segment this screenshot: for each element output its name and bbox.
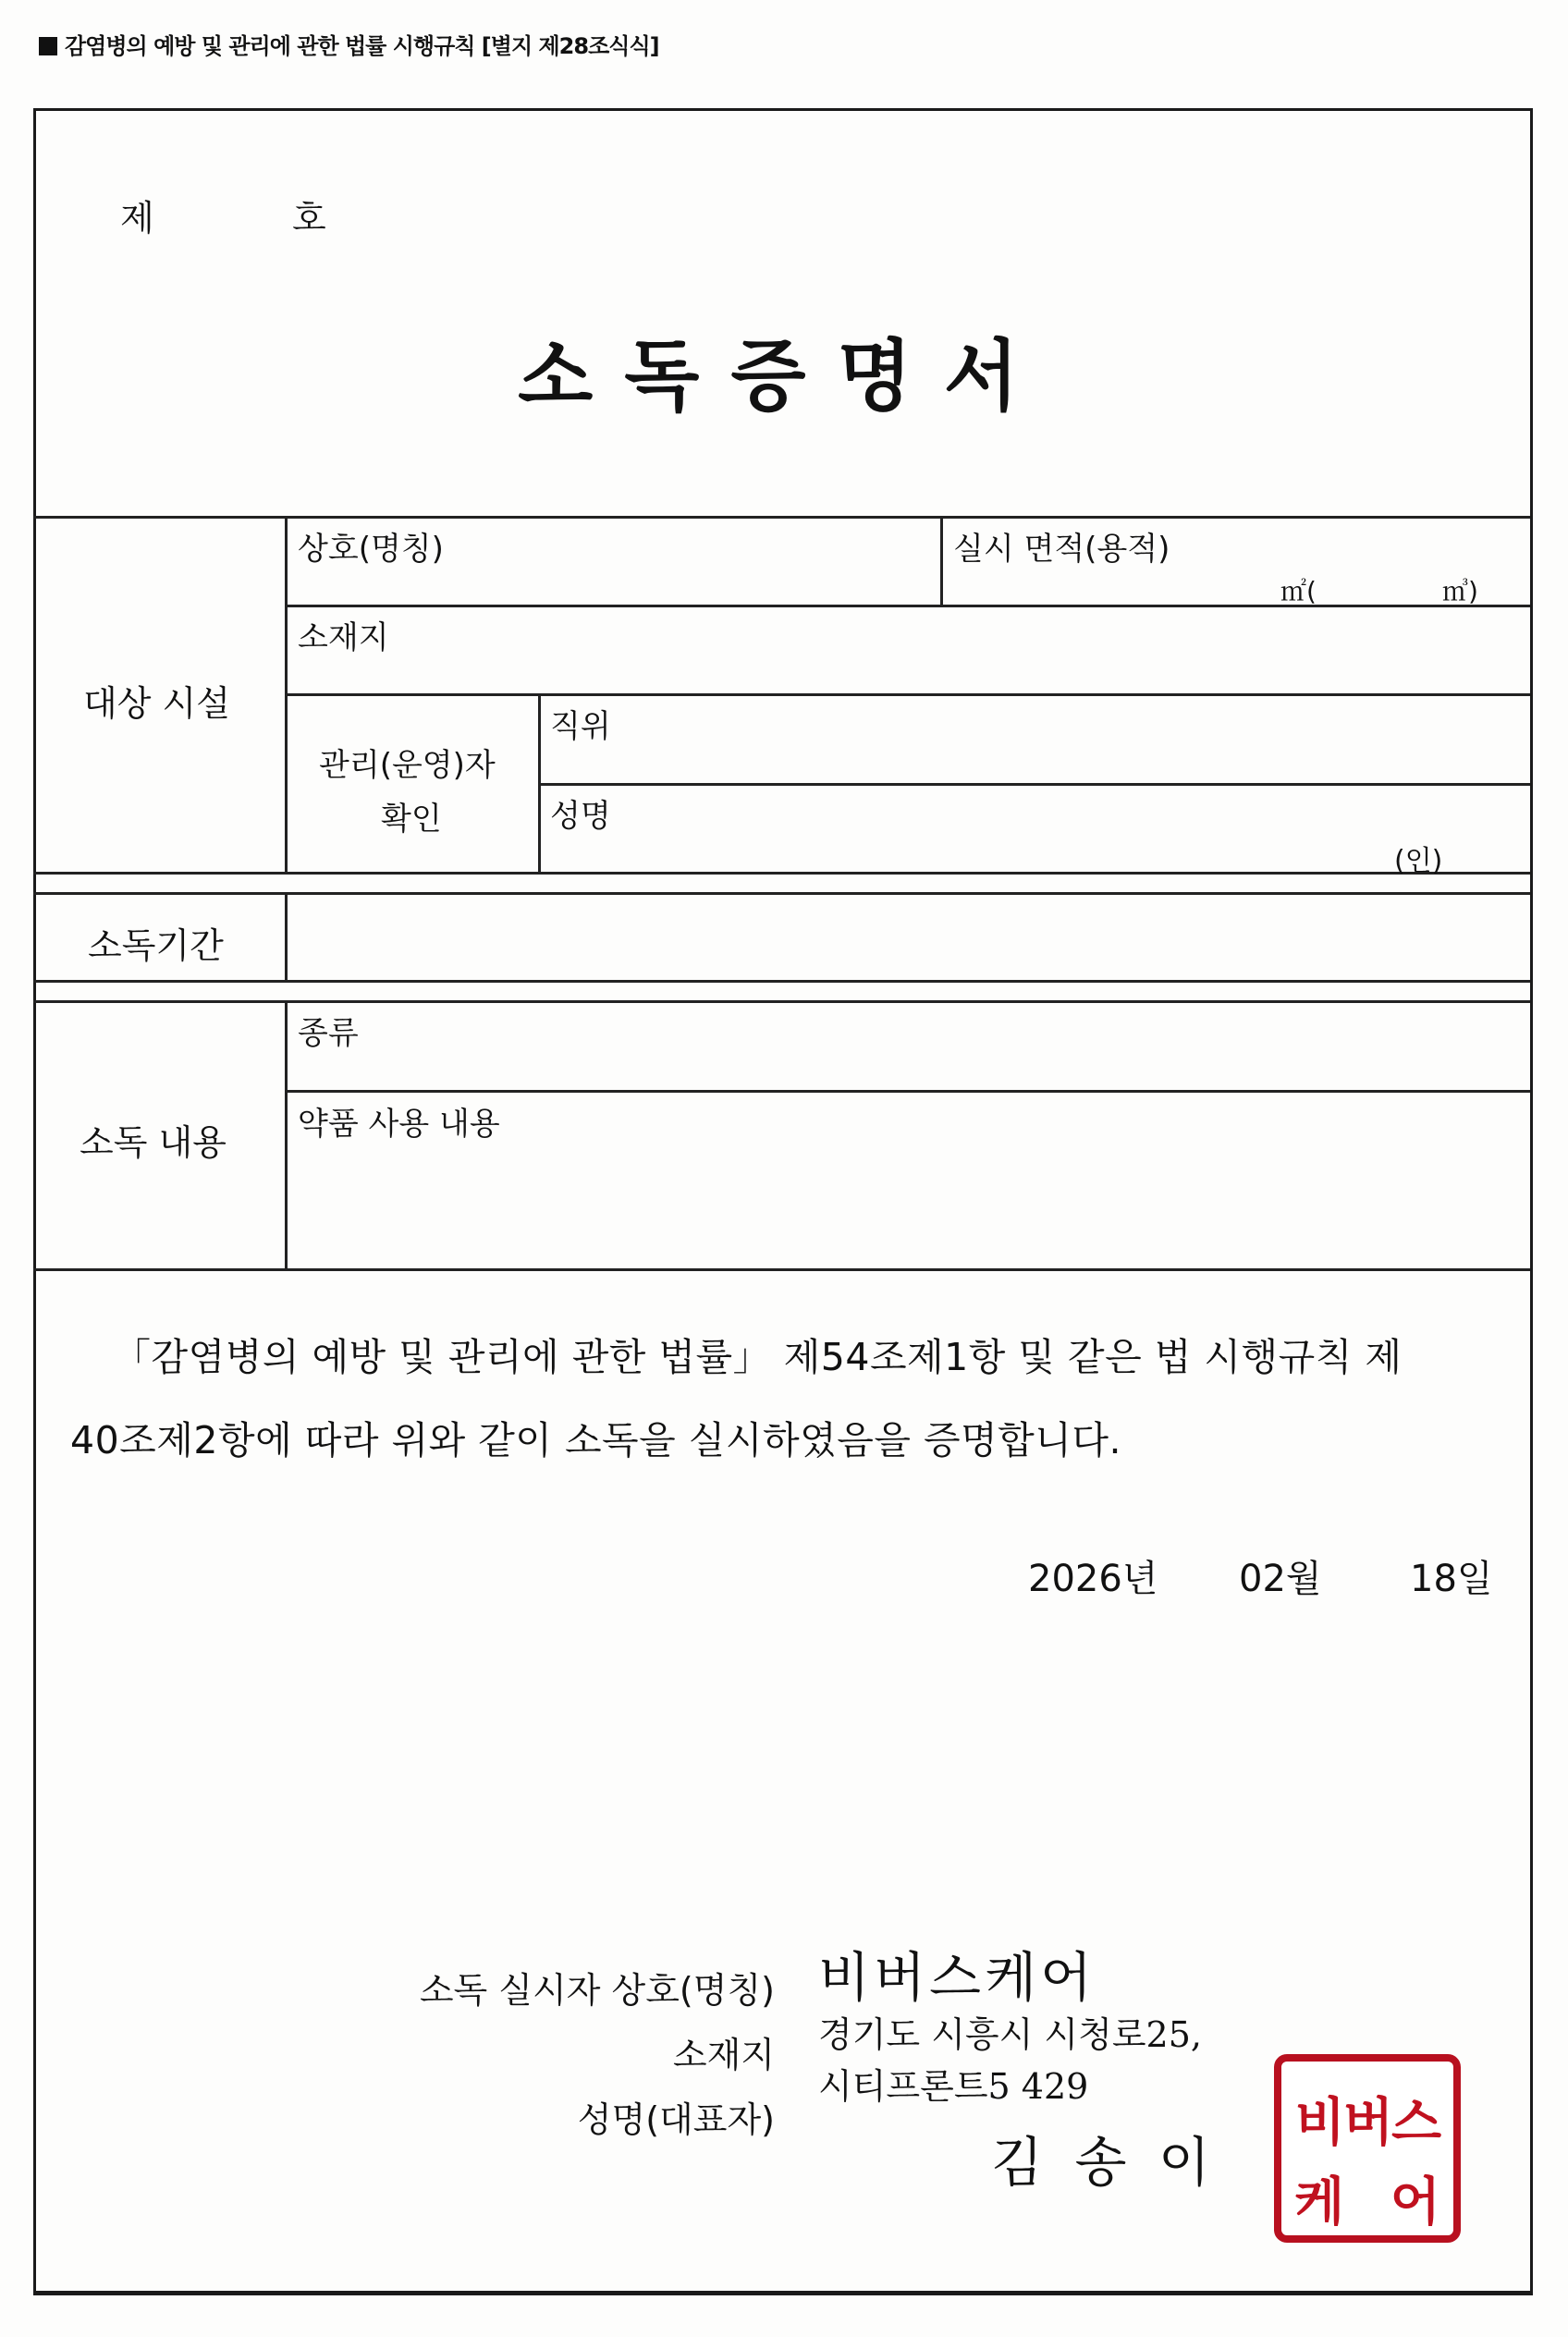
col-line-facility	[285, 516, 288, 874]
col-line-period	[285, 892, 288, 982]
performer-address-label: 소재지	[672, 2035, 775, 2075]
form-reference-text: 감염병의 예방 및 관리에 관한 법률 시행규칙 [별지 제28조식식]	[65, 33, 659, 59]
area-label: 실시 면적(용적)	[953, 531, 1170, 568]
chemical-field[interactable]	[288, 1139, 1518, 1265]
manager-label-line2: 확인	[381, 801, 442, 838]
area-unit-m3: ㎥)	[1442, 576, 1478, 606]
row-line-address	[285, 693, 1530, 696]
performer-representative: 김 송 이	[991, 2131, 1218, 2194]
facility-name-label: 상호(명칭)	[298, 531, 444, 568]
position-field[interactable]	[545, 740, 1516, 777]
manager-name-label: 성명	[550, 798, 611, 835]
period-label: 소독기간	[88, 925, 224, 966]
facility-address-label: 소재지	[298, 619, 389, 656]
performer-name-label: 소독 실시자 상호(명칭)	[419, 1970, 775, 2011]
number-suffix: 호	[292, 198, 326, 239]
date-month: 02월	[1239, 1558, 1322, 1600]
table-top-line	[33, 516, 1530, 519]
certification-line-2: 40조제2항에 따라 위와 같이 소독을 실시하였음을 증명합니다.	[70, 1418, 1122, 1462]
content-section-label: 소독 내용	[80, 1122, 227, 1163]
stamp-char-2: 어	[1390, 2172, 1440, 2233]
col-line-area	[940, 516, 943, 606]
type-field[interactable]	[288, 1046, 1518, 1087]
facility-name-field[interactable]	[288, 564, 936, 601]
performer-address-line2: 시티프론트5 429	[818, 2066, 1089, 2107]
row-line-type	[285, 1090, 1530, 1093]
chemical-label: 약품 사용 내용	[298, 1106, 500, 1143]
volume-field[interactable]	[1317, 569, 1438, 601]
area-unit-m2: ㎡(	[1280, 576, 1317, 606]
period-field[interactable]	[288, 897, 1527, 978]
row-line-period-top	[33, 892, 1530, 895]
stamp-text-line1: 비버스	[1294, 2093, 1440, 2153]
type-label: 종류	[298, 1015, 359, 1052]
square-bullet-icon	[39, 37, 57, 55]
performer-address-line1: 경기도 시흥시 시청로25,	[818, 2014, 1202, 2055]
manager-label-line1: 관리(운영)자	[319, 747, 496, 784]
stamp-text-line2	[1294, 2161, 1440, 2235]
date-year: 2026년	[1028, 1558, 1158, 1600]
performer-company-name: 비버스케어	[818, 1946, 1096, 2009]
performer-rep-label: 성명(대표자)	[577, 2099, 775, 2140]
seal-mark: (인)	[1394, 845, 1443, 877]
date-day: 18일	[1410, 1558, 1493, 1600]
company-seal-stamp	[1274, 2054, 1461, 2243]
manager-name-field[interactable]	[545, 827, 1378, 864]
row-line-content-top	[33, 1000, 1530, 1003]
stamp-char-1: 케	[1294, 2172, 1345, 2233]
row-line-content-bottom	[33, 1268, 1530, 1271]
col-line-manager	[538, 693, 541, 874]
row-line-position	[538, 783, 1530, 786]
row-line-period-bottom	[33, 980, 1530, 983]
number-prefix: 제	[120, 198, 154, 239]
col-line-content	[285, 1000, 288, 1270]
row-line-facility-bottom	[33, 872, 1530, 875]
form-reference-note	[39, 28, 659, 60]
position-label: 직위	[550, 708, 611, 745]
row-line-name	[285, 605, 1530, 607]
document-title: 소독증명서	[518, 331, 1050, 422]
facility-address-field[interactable]	[288, 652, 1518, 689]
facility-section-label: 대상 시설	[83, 683, 230, 724]
certification-line-1: 「감염병의 예방 및 관리에 관한 법률」 제54조제1항 및 같은 법 시행규칙 제	[113, 1335, 1403, 1379]
